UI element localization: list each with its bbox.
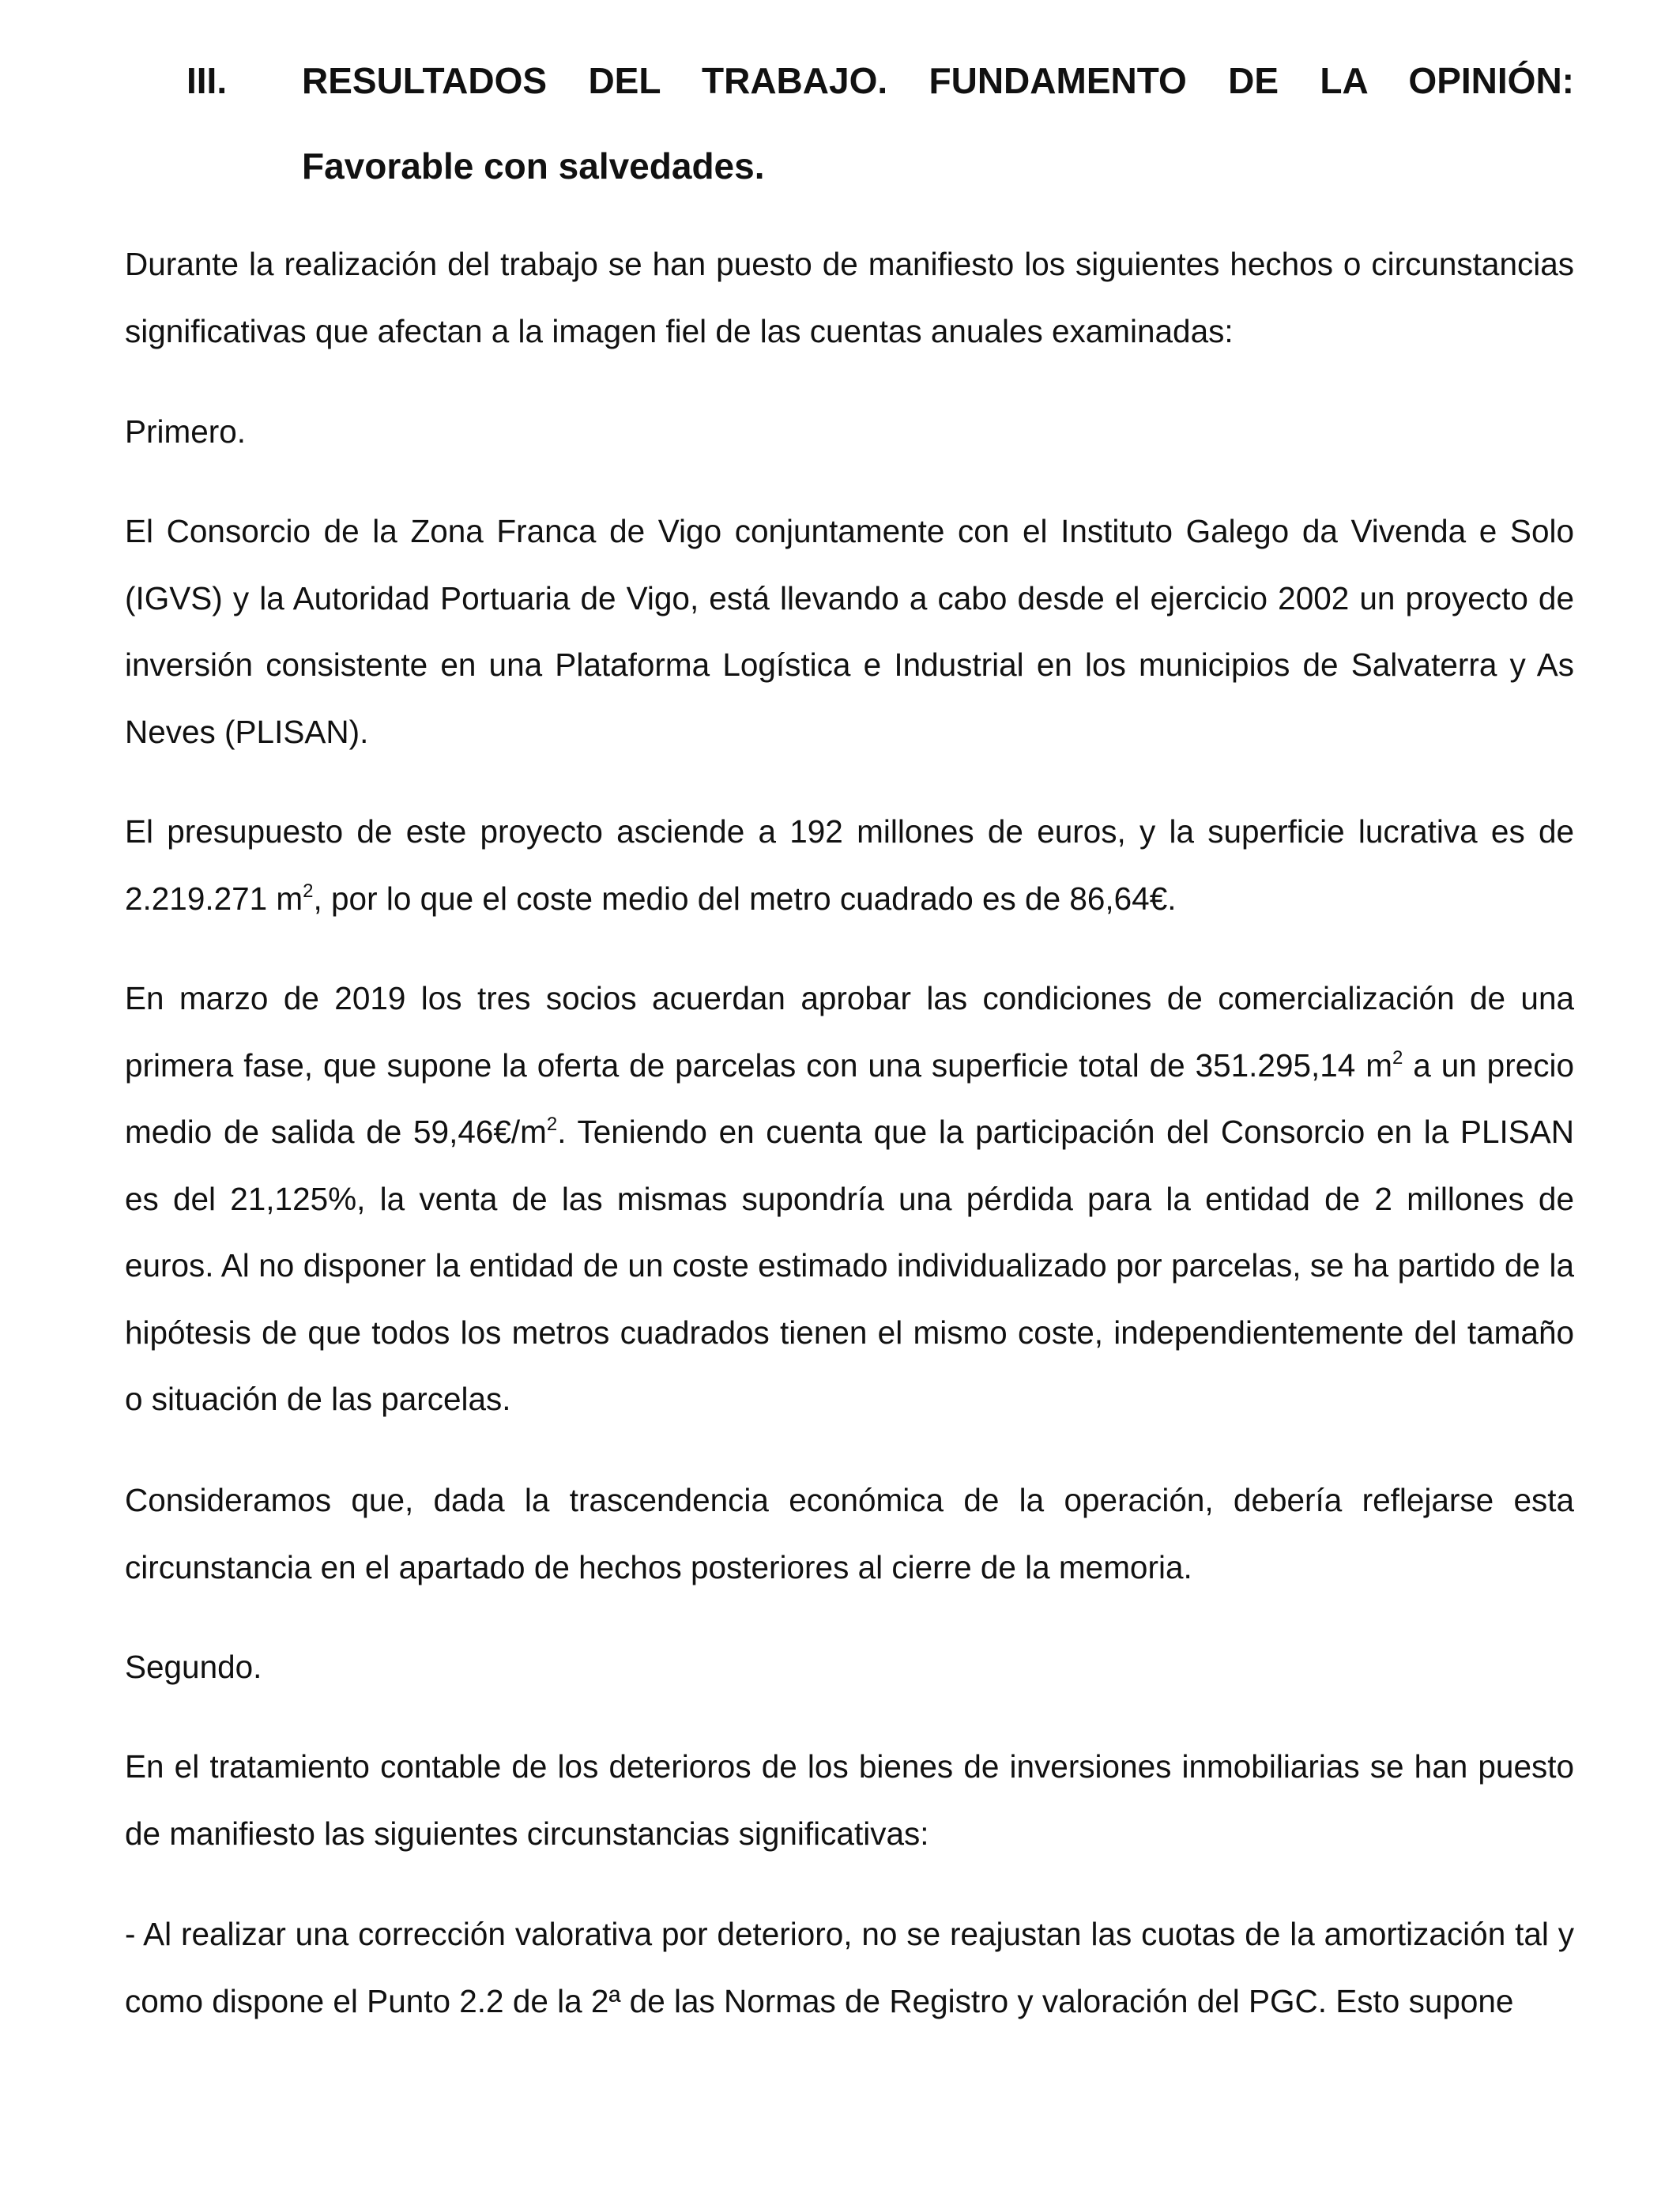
segundo-paragraph-1: En el tratamiento contable de los deterioros de los bienes de inversiones inmobiliarias se han puesto de manifiesto las siguientes circunstancias significativas: (125, 1748, 1574, 1852)
section-title-line-1: RESULTADOS DEL TRABAJO. FUNDAMENTO DE LA OPINIÓN: (302, 60, 1574, 101)
primero-paragraph-4: Consideramos que, dada la trascendencia económica de la operación, debería reflejarse esta circunstancia en el apartado de hechos posteriores al cierre de la memoria. (125, 1482, 1574, 1585)
primero-paragraph-3-part-a: En marzo de 2019 los tres socios acuerdan aprobar las condiciones de comercialización de una primera fase, que supone la oferta de parcelas con una superficie total de 351.295,14 m (125, 980, 1574, 1084)
primero-paragraph-2 (125, 798, 1574, 932)
primero-paragraph-1: El Consorcio de la Zona Franca de Vigo conjuntamente con el Instituto Galego da Vivenda e Solo (IGVS) y la Autoridad Portuaria de Vigo, está llevando a cabo desde el ejercicio 2002 un proyecto de inversión consistente en una Plataforma Logística e Industrial en los municipios de Salvaterra y As Neves (PLISAN). (125, 513, 1574, 750)
superscript: 2 (1392, 1046, 1403, 1069)
intro-paragraph: Durante la realización del trabajo se han puesto de manifiesto los siguientes hechos o circunstancias significativas que afectan a la imagen fiel de las cuentas anuales examinadas: (125, 246, 1574, 349)
section-title (302, 38, 1574, 209)
superscript: 2 (303, 880, 314, 902)
primero-paragraph-2-part-a: El presupuesto de este proyecto asciende a 192 millones de euros, y la superficie lucrativa es de 2.219.271 m (125, 813, 1574, 917)
primero-paragraph-3-part-b: a un precio medio de salida de 59,46€/m (125, 1046, 1574, 1150)
segundo-label: Segundo. (125, 1649, 262, 1685)
primero-paragraph-3-part-c: . Teniendo en cuenta que la participación del Consorcio en la PLISAN es del 21,125%, la venta de las mismas supondría una pérdida para la entidad de 2 millones de euros. Al no disponer la entidad de un coste estimado individualizado por parcelas, se ha partido de la hipótesis de que todos los metros cuadrados tienen el mismo coste, independientemente del tamaño o situación de las parcelas. (125, 1114, 1574, 1417)
section-title-line-2: Favorable con salvedades. (302, 145, 765, 187)
section-number: III. (186, 60, 228, 101)
segundo-paragraph-2: - Al realizar una corrección valorativa por deterioro, no se reajustan las cuotas de la amortización tal y como dispone el Punto 2.2 de la 2ª de las Normas de Registro y valoración del PGC. Esto supone (125, 1916, 1574, 2019)
primero-paragraph-2-part-b: , por lo que el coste medio del metro cuadrado es de 86,64€. (313, 880, 1177, 917)
primero-label: Primero. (125, 413, 247, 450)
primero-paragraph-3 (125, 965, 1574, 1433)
superscript: 2 (546, 1114, 558, 1135)
